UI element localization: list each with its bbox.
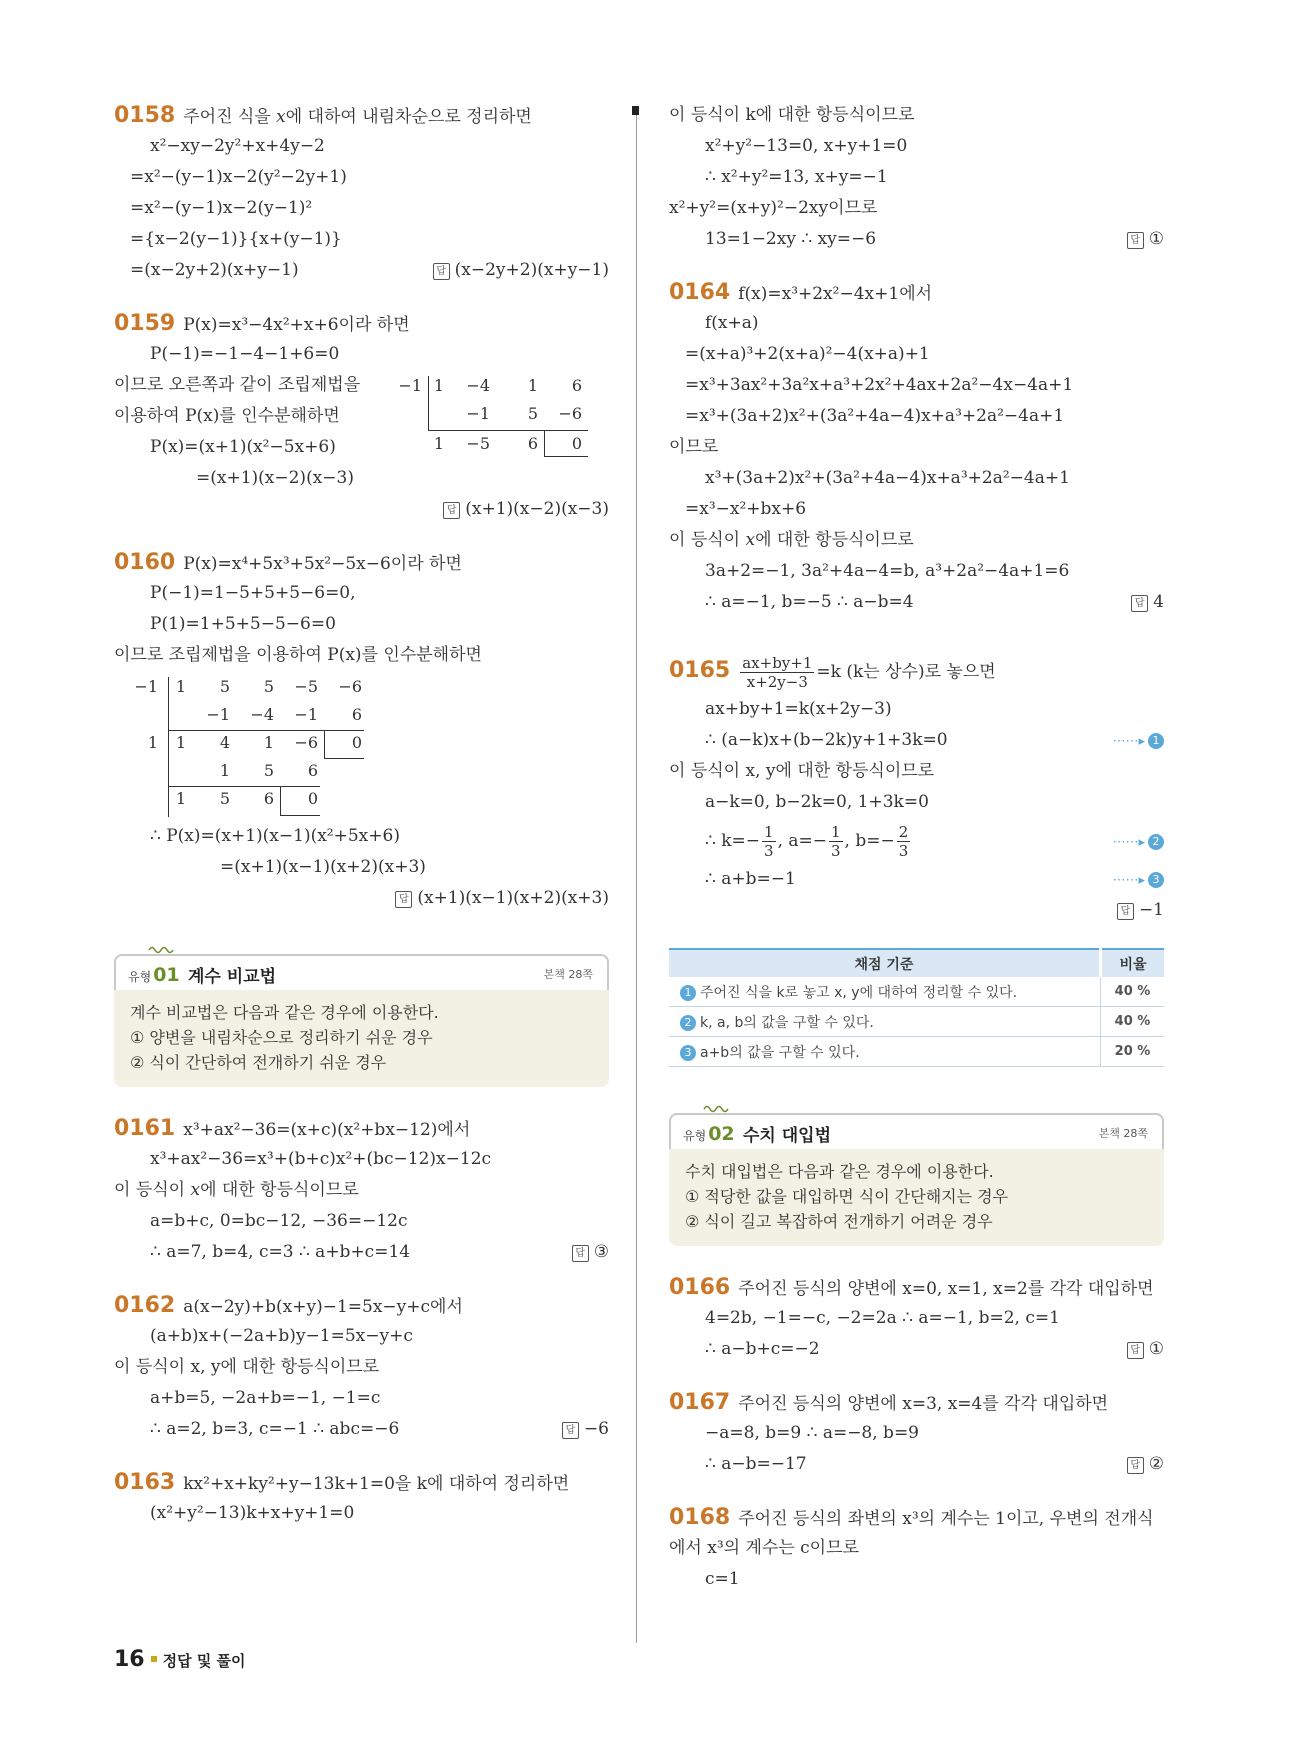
problem-0164: 0164 f(x)=x³+2x²−4x+1에서 f(x+a) =(x+a)³+2(x+a)²−4(x+a)+1 =x³+3ax²+3a²x+a³+2x²+4ax+2a²−4x−4a+1 =x³+(3a+2)x²+(3a²+4a−4)x+a³+2a²−4a+1 이므로 x³+(3a+2)x²+(3a²+4a−4)x+a³+2a²−4a+1 =x³−x²+bx+6 이 등식이 𝑥에 대한 항등식이므로 3a+2=−1, 3a²+4a−4=b, a³+2a²−4a+1=6 ∴ a=−1, b=−5 ∴ a−b=4 답 4 — [669, 277, 1164, 618]
table-row: 2 k, a, b의 값을 구할 수 있다. 40 % — [669, 1007, 1164, 1037]
problem-number: 0163 — [114, 1470, 176, 1495]
page-reference: 본책 28쪽 — [1098, 1127, 1148, 1140]
problem-number: 0159 — [114, 311, 176, 336]
left-column — [114, 100, 609, 1551]
column-divider — [636, 108, 637, 1643]
synthetic-division: −1 1 5 5 −5 −6 −1 −4 −1 6 1 1 4 1 −6 0 1 5 6 1 5 6 0 — [114, 671, 414, 821]
answer-icon: 답 — [395, 891, 412, 908]
page-reference: 본책 28쪽 — [543, 968, 593, 981]
answer-icon: 답 — [433, 263, 450, 280]
answer-icon: 답 — [443, 502, 460, 519]
wave-icon — [148, 944, 174, 954]
answer: 답 −6 — [562, 1414, 609, 1445]
synthetic-division: −1 1 −4 1 6 −1 5 −6 1 −5 6 0 — [404, 370, 609, 470]
answer-icon: 답 — [1127, 1342, 1144, 1359]
type-box-01: 유형 01 계수 비교법 본책 28쪽 계수 비교법은 다음과 같은 경우에 이용한다. ① 양변을 내림차순으로 정리하기 쉬운 경우 ② 식이 간단하여 전개하기 쉬운 경우 — [114, 954, 609, 1087]
answer-icon: 답 — [1127, 1457, 1144, 1474]
answer: 답 −1 — [1117, 895, 1164, 926]
problem-number: 0160 — [114, 550, 176, 575]
page-footer — [114, 1647, 246, 1672]
type-title: 계수 비교법 — [188, 967, 277, 987]
answer: 답 (x+1)(x−1)(x+2)(x+3) — [395, 883, 609, 914]
wave-icon — [703, 1103, 729, 1113]
answer-icon: 답 — [1117, 903, 1134, 920]
section-label: 정답 및 풀이 — [162, 1652, 246, 1670]
problem-0167: 0167 주어진 등식의 양변에 x=3, x=4를 각각 대입하면 −a=8, b=9 ∴ a=−8, b=9 ∴ a−b=−17 답 ② — [669, 1387, 1164, 1480]
right-column — [669, 100, 1164, 1617]
problem-0159: 0159 P(x)=x³−4x²+x+6이라 하면 P(−1)=−1−4−1+6=0 이므로 오른쪽과 같이 조립제법을 이용하여 P(x)를 인수분해하면 P(x)=(x+1)(x²−5x+6) =(x+1)(x−2)(x−3) 답 (x+1)(x−2)(x−3) −1 1 −4 1 6 −1 5 −6 1 −5 6 0 — [114, 308, 609, 525]
answer-icon: 답 — [572, 1245, 589, 1262]
problem-0158: 0158 주어진 식을 𝑥에 대하여 내림차순으로 정리하면 x²−xy−2y²+x+4y−2 =x²−(y−1)x−2(y²−2y+1) =x²−(y−1)x−2(y−1)² ={x−2(y−1)}{x+(y−1)} =(x−2y+2)(x+y−1) 답 (x−2y+2)(x+y−1) — [114, 100, 609, 286]
problem-number: 0165 — [669, 658, 731, 683]
problem-0161: 0161 x³+ax²−36=(x+c)(x²+bx−12)에서 x³+ax²−36=x³+(b+c)x²+(bc−12)x−12c 이 등식이 𝑥에 대한 항등식이므로 a=b+c, 0=bc−12, −36=−12c ∴ a=7, b=4, c=3 ∴ a+b+c=14 답 ③ — [114, 1113, 609, 1268]
answer: 답 ① — [1127, 1334, 1164, 1365]
step-1-icon: 1 — [1148, 733, 1164, 749]
problem-number: 0166 — [669, 1275, 731, 1300]
answer: 답 (x−2y+2)(x+y−1) — [433, 255, 609, 286]
problem-number: 0164 — [669, 280, 731, 305]
problem-0163-continued: 이 등식이 k에 대한 항등식이므로 x²+y²−13=0, x+y+1=0 ∴ x²+y²=13, x+y=−1 x²+y²=(x+y)²−2xy이므로 13=1−2xy ∴ xy=−6 답 ① — [669, 100, 1164, 255]
answer: 답 ① — [1127, 224, 1164, 255]
answer: 답 ③ — [572, 1237, 609, 1268]
type-title: 수치 대입법 — [743, 1126, 832, 1146]
square-icon — [151, 1656, 157, 1662]
problem-0168: 0168 주어진 등식의 좌변의 x³의 계수는 1이고, 우변의 전개식 에서 x³의 계수는 c이므로 c=1 — [669, 1505, 1154, 1589]
column-marker — [632, 106, 639, 115]
problem-0162: 0162 a(x−2y)+b(x+y)−1=5x−y+c에서 (a+b)x+(−2a+b)y−1=5x−y+c 이 등식이 x, y에 대한 항등식이므로 a+b=5, −2a+b=−1, −1=c ∴ a=2, b=3, c=−1 ∴ abc=−6 답 −6 — [114, 1290, 609, 1445]
answer: 답 ② — [1127, 1449, 1164, 1480]
type-description: 수치 대입법은 다음과 같은 경우에 이용한다. ① 적당한 값을 대입하면 식이 간단해지는 경우 ② 식이 길고 복잡하여 전개하기 어려운 경우 — [669, 1149, 1164, 1246]
problem-number: 0167 — [669, 1390, 731, 1415]
step-3-icon: 3 — [1148, 872, 1164, 888]
table-row: 1 주어진 식을 k로 놓고 x, y에 대하여 정리할 수 있다. 40 % — [669, 977, 1164, 1007]
step-2-icon: 2 — [1148, 834, 1164, 850]
table-row: 3 a+b의 값을 구할 수 있다. 20 % — [669, 1037, 1164, 1067]
problem-0165: 0165 $\frac{ax+by+1}{x+2y-3}$ =k (k는 상수)로 놓으면 ax+by+1=k(x+2y−3) ∴ (a−k)x+(b−2k)y+1+3k=0 ⋯⋯▸ 1 이 등식이 x, y에 대한 항등식이므로 a−k=0, b−2k=0, 1+3k=0 ∴ k=− $\frac{1}{3}$ , a=− $\frac{1}{3}$ , b=− $\frac{2}{3}$ ⋯⋯▸ 2 ∴ a+b=−1 ⋯⋯▸ 3 답 −1 — [669, 648, 1164, 926]
answer-icon: 답 — [562, 1422, 579, 1439]
answer: 답 4 — [1131, 587, 1164, 618]
problem-number: 0162 — [114, 1293, 176, 1318]
problem-0166: 0166 주어진 등식의 양변에 x=0, x=1, x=2를 각각 대입하면 4=2b, −1=−c, −2=2a ∴ a=−1, b=2, c=1 ∴ a−b+c=−2 답 ① — [669, 1272, 1164, 1365]
type-box-02: 유형 02 수치 대입법 본책 28쪽 수치 대입법은 다음과 같은 경우에 이용한다. ① 적당한 값을 대입하면 식이 간단해지는 경우 ② 식이 길고 복잡하여 전개하기 어려운 경우 — [669, 1113, 1164, 1246]
type-description: 계수 비교법은 다음과 같은 경우에 이용한다. ① 양변을 내림차순으로 정리하기 쉬운 경우 ② 식이 간단하여 전개하기 쉬운 경우 — [114, 990, 609, 1087]
answer: 답 (x+1)(x−2)(x−3) — [443, 494, 609, 525]
problem-0163: 0163 kx²+x+ky²+y−13k+1=0을 k에 대하여 정리하면 (x²+y²−13)k+x+y+1=0 — [114, 1470, 570, 1523]
answer-icon: 답 — [1131, 595, 1148, 612]
grading-criteria-table: 채점 기준 비율 1 주어진 식을 k로 놓고 x, y에 대하여 정리할 수 있다. 40 % 2 k, a, b의 값을 구할 수 있다. 40 % 3 a+b의 값을 구할 수 있다. 20 % — [669, 948, 1164, 1067]
problem-number: 0161 — [114, 1116, 176, 1141]
problem-0160: 0160 P(x)=x⁴+5x³+5x²−5x−6이라 하면 P(−1)=1−5+5+5−6=0, P(1)=1+5+5−5−6=0 이므로 조립제법을 이용하여 P(x)를 인수분해하면 −1 1 5 5 −5 −6 −1 −4 −1 6 1 1 4 1 −6 0 1 5 6 1 5 6 0 ∴ P(x)=(x+1)(x−1)(x²+5x+6) =(x+1)(x−1)(x+2)(x+3) 답 (x+1)(x−1)(x+2)(x+3) — [114, 547, 609, 914]
answer-icon: 답 — [1127, 232, 1144, 249]
page-number: 16 — [114, 1647, 145, 1672]
problem-number: 0168 — [669, 1505, 731, 1530]
problem-number: 0158 — [114, 103, 176, 128]
